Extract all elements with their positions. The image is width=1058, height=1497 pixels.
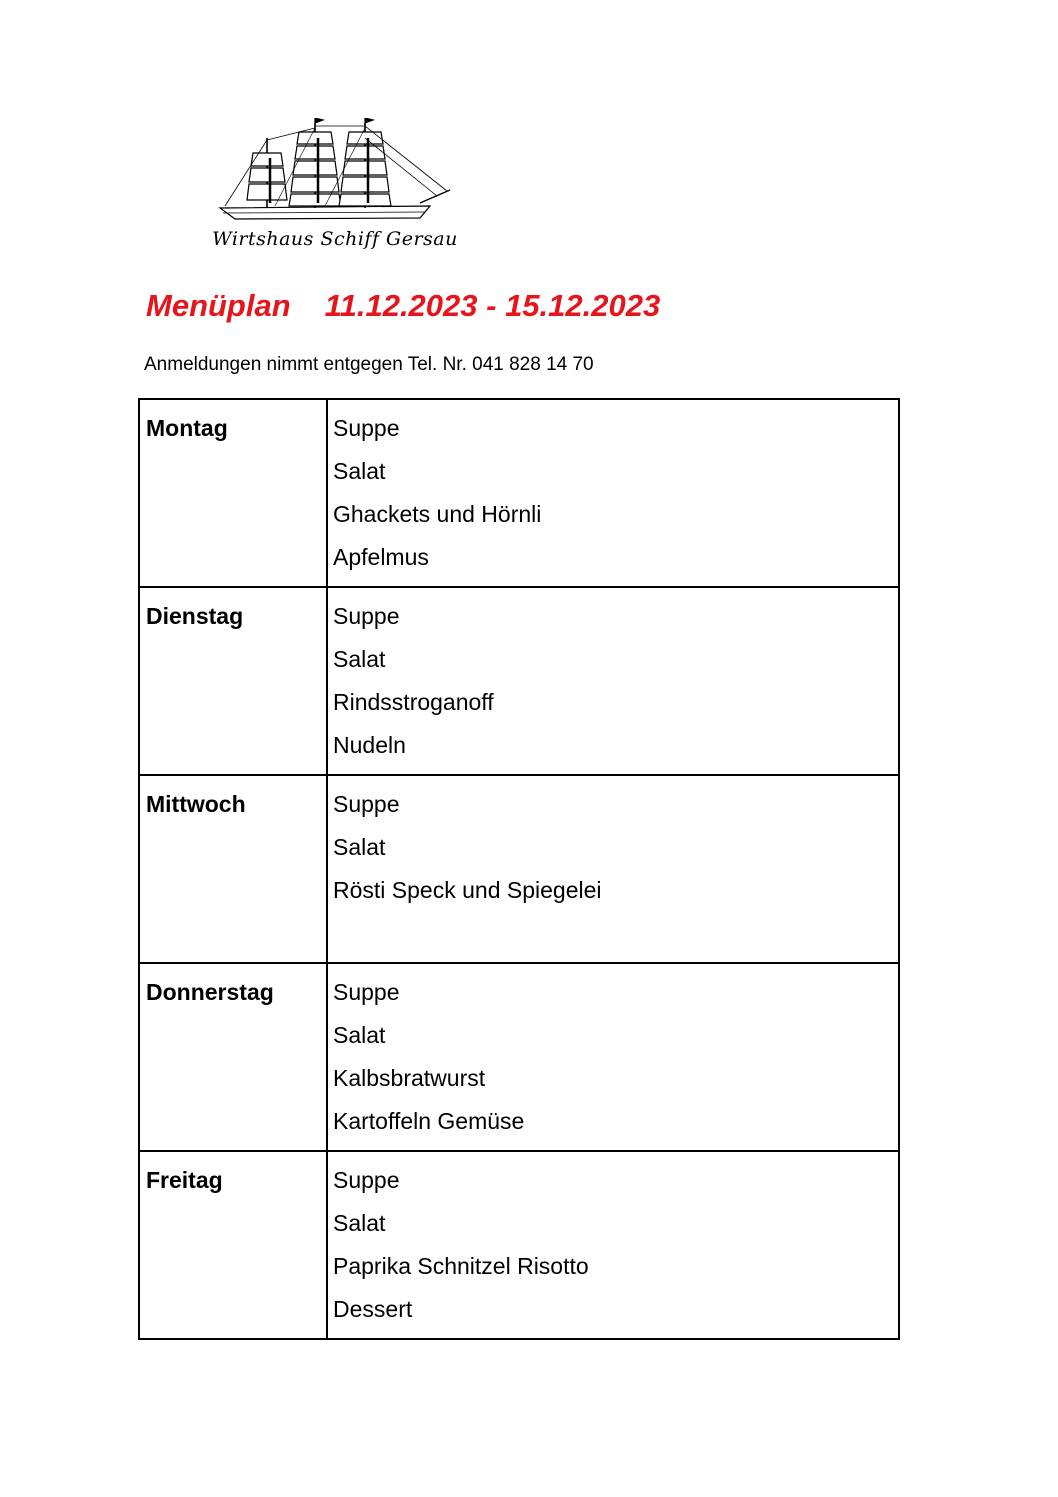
dish-item: Kalbsbratwurst — [333, 1065, 486, 1091]
dish-item: Kartoffeln Gemüse — [333, 1108, 525, 1134]
table-row — [139, 775, 899, 963]
table-row — [139, 587, 899, 775]
day-name: Freitag — [139, 1151, 327, 1339]
logo — [200, 118, 470, 258]
brand-name: Wirtshaus Schiff Gersau — [212, 228, 458, 250]
page-title — [146, 288, 660, 324]
dish-item: Salat — [333, 1022, 386, 1048]
dish-list — [327, 399, 899, 587]
day-name: Mittwoch — [139, 775, 327, 963]
table-row — [139, 399, 899, 587]
dish-item: Rindsstroganoff — [333, 689, 494, 715]
dish-item: Nudeln — [333, 732, 406, 758]
dish-item: Suppe — [333, 1167, 400, 1193]
dish-item: Suppe — [333, 791, 400, 817]
dish-item: Apfelmus — [333, 544, 429, 570]
table-row — [139, 963, 899, 1151]
dish-item: Salat — [333, 1210, 386, 1236]
dish-list — [327, 963, 899, 1151]
dish-item: Ghackets und Hörnli — [333, 501, 542, 527]
dish-item: Rösti Speck und Spiegelei — [333, 877, 602, 903]
menu-title: Menüplan — [146, 288, 291, 323]
dish-item: Suppe — [333, 979, 400, 1005]
day-name: Dienstag — [139, 587, 327, 775]
dish-item: Salat — [333, 458, 386, 484]
dish-item: Salat — [333, 646, 386, 672]
day-name: Montag — [139, 399, 327, 587]
dish-list — [327, 775, 899, 963]
dish-list — [327, 1151, 899, 1339]
sailing-ship-icon — [215, 118, 455, 223]
dish-item: Suppe — [333, 603, 400, 629]
dish-item: Paprika Schnitzel Risotto — [333, 1253, 589, 1279]
dish-item: Suppe — [333, 415, 400, 441]
table-row — [139, 1151, 899, 1339]
dish-item: Salat — [333, 834, 386, 860]
menu-table — [138, 398, 900, 1340]
day-name: Donnerstag — [139, 963, 327, 1151]
menu-dates: 11.12.2023 - 15.12.2023 — [324, 288, 661, 323]
dish-list — [327, 587, 899, 775]
registration-note: Anmeldungen nimmt entgegen Tel. Nr. 041 828 14 70 — [144, 354, 594, 375]
dish-item: Dessert — [333, 1296, 413, 1322]
dish-item — [333, 919, 898, 962]
